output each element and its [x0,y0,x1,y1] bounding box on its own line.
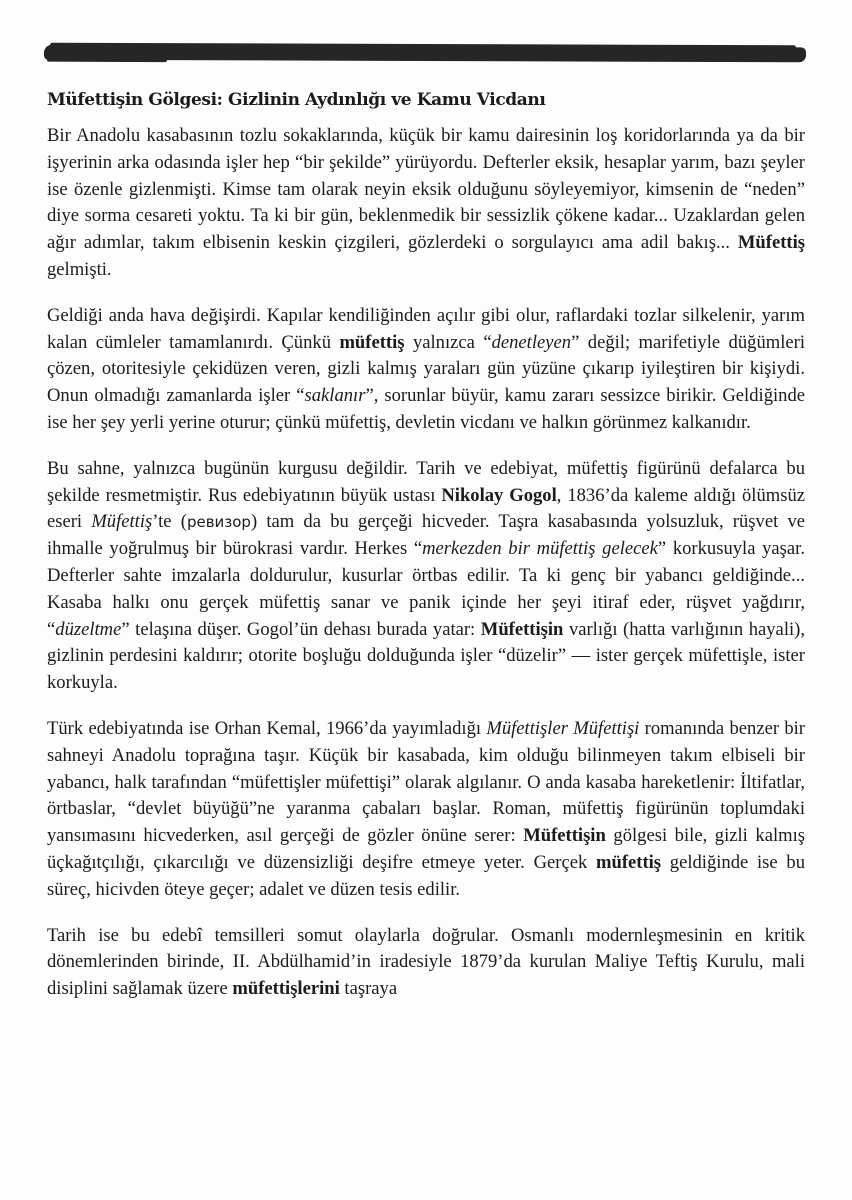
paragraph-5 [47,923,805,1003]
text-span: Bu sahne, yalnızca bugünün kurgusu değildir. Tarih ve edebiyat, müfettiş figürünü defalarca bu şekilde resmetmiştir. Rus edebiyatının büyük ustası [47,457,805,506]
paragraph-2 [47,303,805,437]
bold-term: Nikolay Gogol [441,484,557,506]
text-span: ”, sorunlar büyür, kamu zararı sessizce birikir. Geldiğinde ise her şey yerli yerine oturur; çünkü müfettiş, devletin vicdanı ve halkın görünmez kalkanıdır. [47,385,805,433]
text-span: ’te ( [152,511,187,533]
article-title: Müfettişin Gölgesi: Gizlinin Aydınlığı ve Kamu Vicdanı [47,90,546,110]
text-span: varlığı (hatta varlığının hayali), gizlinin perdesini kaldırır; otorite boşluğu dolduğunda işler “düzelir” — ister gerçek müfettişle, ister korkuyla. [47,618,805,694]
text-span: Türk edebiyatında ise Orhan Kemal, 1966’da yayımladığı [47,717,487,739]
italic-term: düzeltme [55,618,122,640]
italic-term: saklanır [304,385,366,407]
italic-term: Müfettiş [91,511,153,533]
text-span: geldiğinde ise bu süreç, hicivden öteye geçer; adalet ve düzen tesis edilir. [47,851,805,900]
text-span: romanında benzer bir sahneyi Anadolu toprağına taşır. Küçük bir kasabada, kim olduğu bilinmeyen takım elbiseli bir yabancı, halk tarafından “müfettişler müfettişi” olarak algılanır. O anda kasaba hareketlenir: İltifatlar, örtbaslar, “devlet büyüğü”ne yaranma çabaları başlar. Roman, müfettiş figürünün toplumdaki yansımasını hicvederken, asıl gerçeği de gözler önüne serer: [47,717,805,847]
bold-term: müfettişlerini [232,978,340,1000]
text-span: ” telaşına düşer. Gogol’ün dehası burada yatar: [121,618,481,640]
bold-term: Müfettişin [523,825,606,847]
paragraph-1 [47,123,805,284]
text-span: ) tam da bu gerçeği hicveder. Taşra kasabasında yolsuzluk, rüşvet ve ihmalle yoğrulmuş bir bürokrasi vardır. Herkes “ [47,511,805,560]
text-span: Bir Anadolu kasabasının tozlu sokaklarında, küçük bir kamu dairesinin loş koridorlarında ya da bir işyerinin arka odasında işler hep “bir şekilde” yürüyordu. Defterler eksik, hesaplar yarım, bazı şeyler ise özenle gizlenmişti. Kimse tam olarak neyin eksik olduğunu söyleyemiyor, kimsenin de “neden” diye sorma cesareti yoktu. Ta ki bir gün, beklenmedik bir sessizlik çökene kadar... Uzaklardan gelen ağır adımlar, takım elbisenin keskin çizgileri, gözlerdeki o sorgulayıcı ama adil bakış... [47,125,805,254]
text-span: ” korkusuyla yaşar. Defterler sahte imzalarla doldurulur, kusurlar örtbas edilir. Ta ki genç bir yabancı geldiğinde... Kasaba halkı onu gerçek müfettiş sanar ve panik içinde her şeyi itiraf eder, rüşvet yağdırır, “ [47,538,805,640]
paragraph-4 [47,716,805,904]
bold-term: müfettiş [339,331,405,353]
russian-word: ревизор [186,513,251,532]
bold-term: Müfettiş [737,232,805,254]
italic-term: merkezden bir müfettiş gelecek [422,538,658,560]
bold-term: müfettiş [595,851,662,873]
text-span: , 1836’da kaleme aldığı ölümsüz eseri [47,484,805,533]
text-span: Geldiği anda hava değişirdi. Kapılar kendiliğinden açılır gibi olur, raflardaki tozlar silkelenir, yarım kalan cümleler tamamlanırdı. Çünkü [47,304,805,353]
text-span: ” değil; marifetiyle düğümleri çözen, otoritesiyle çekidüzen veren, gizli kalmış yaraları gün yüzüne çıkarıp iyileştiren bir kişiydi. Onun olmadığı zamanlarda işler “ [47,331,805,407]
bold-term: Müfettişin [480,618,564,640]
italic-term: Müfettişler Müfettişi [486,717,640,739]
paragraph-3 [47,456,805,697]
italic-term: denetleyen [491,331,572,353]
text-span: gelmişti. [47,258,112,280]
article-body [47,88,805,1022]
header-brush-stroke [44,45,806,63]
text-span: taşraya [339,978,398,1000]
text-span: Tarih ise bu edebî temsilleri somut olaylarla doğrular. Osmanlı modernleşmesinin en kritik dönemlerinden birinde, II. Abdülhamid’in iradesiyle 1879’da kurulan Maliye Teftiş Kurulu, mali disiplini sağlamak üzere [47,924,805,1000]
text-span: yalnızca “ [404,331,492,353]
text-span: gölgesi bile, gizli kalmış üçkağıtçılığı, çıkarcılığı ve düzensizliği deşifre etmeye yeter. Gerçek [47,825,805,873]
